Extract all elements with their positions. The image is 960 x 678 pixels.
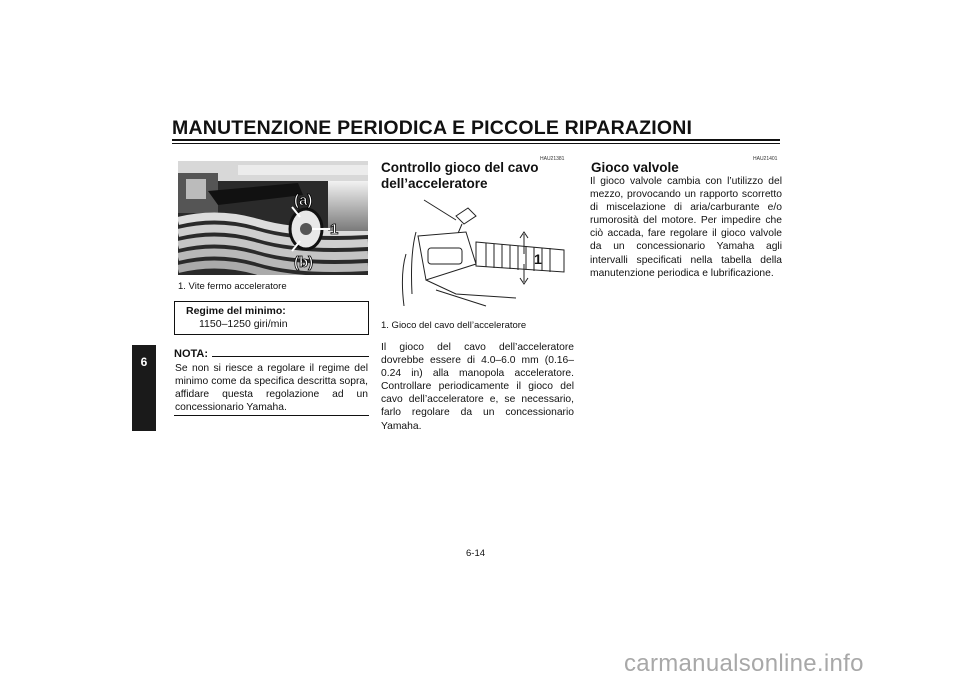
header-rule-thin [172, 143, 780, 144]
figure-label-1: 1 [534, 251, 542, 267]
page-number: 6-14 [466, 548, 486, 559]
photo-caption: 1. Vite fermo acceleratore [178, 281, 287, 292]
watermark: carmanualsonline.info [624, 650, 864, 677]
engine-photo-illustration [178, 161, 368, 275]
photo-label-b: (b) [294, 254, 314, 271]
valve-body-text: Il gioco valvole cambia con l’utilizzo del mezzo, provocando un rapporto scorretto di miscelazione di aria/carburante e/o rumorosità del motore. Per impedire che ciò accada, fare regolare il gioco valvole da un concessionario Yamaha agli intervalli specificati nella tabella della manutenzione periodica e lubrificazione. [590, 176, 782, 279]
section-heading: Gioco valvole [591, 160, 679, 175]
note-end-rule [174, 415, 369, 416]
throttle-body-text: Il gioco del cavo dell’acceleratore dovrebbe essere di 4.0–6.0 mm (0.16–0.24 in) alla manopola acceleratore. Controllare periodicamente il gioco del cavo dell’acceleratore e, se necessario, farlo regolare da un concessionario Yamaha. [381, 342, 574, 432]
section-code: HAU21381 [540, 156, 565, 162]
chapter-tab [132, 345, 156, 431]
note-rule [212, 356, 369, 357]
throttle-grip-drawing [396, 194, 576, 312]
note-title: NOTA: [174, 348, 209, 360]
page-title: MANUTENZIONE PERIODICA E PICCOLE RIPARAZIONI [172, 117, 693, 139]
photo-label-a: (a) [294, 192, 313, 209]
engine-photo [178, 161, 368, 275]
spec-value: 1150–1250 giri/min [199, 318, 288, 330]
section-code: HAU21401 [753, 156, 778, 162]
chapter-number: 6 [140, 355, 148, 369]
figure-caption: 1. Gioco del cavo dell’acceleratore [381, 320, 527, 331]
photo-label-1: 1 [330, 221, 339, 238]
spec-label: Regime del minimo: [186, 305, 286, 317]
header-rule-thick [172, 139, 780, 141]
throttle-grip-figure [396, 194, 576, 312]
note-text: Se non si riesce a regolare il regime del minimo come da specifica descritta sopra, affidare questa regolazione ad un concessionario Yamaha. [175, 363, 368, 414]
section-heading: Controllo gioco del cavo dell’acceleratore [381, 160, 539, 191]
